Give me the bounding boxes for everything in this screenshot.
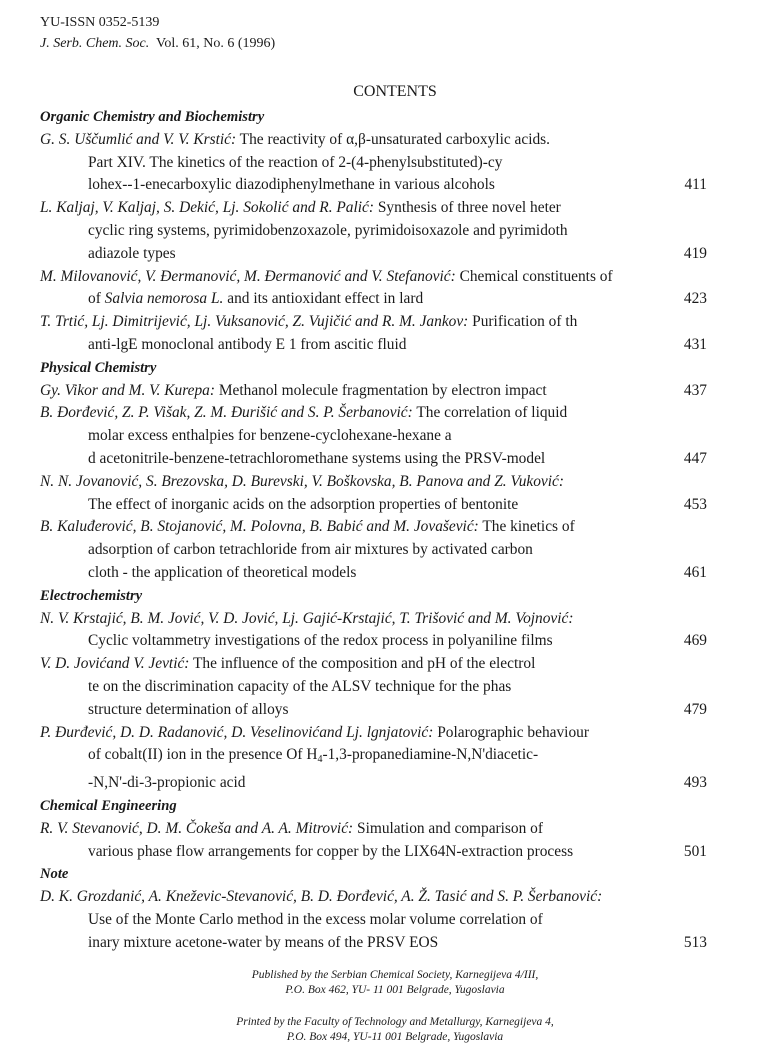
entry-authors: L. Kaljaj, V. Kaljaj, S. Dekić, Lj. Sokolić and R. Palić: (40, 199, 375, 217)
page-title: CONTENTS (353, 83, 437, 100)
entry-authors: G. S. Uščumlić and V. V. Krstić: (40, 130, 237, 148)
page-number: 461 (683, 563, 707, 581)
page-number: 423 (683, 290, 707, 308)
entry-authors: R. V. Stevanović, D. M. Čokeša and A. A. Mitrović: (40, 819, 354, 837)
section-heading: Physical Chemistry (40, 359, 157, 376)
entry-authors: P. Đurđević, D. D. Radanović, D. Veselinovićand Lj. lgnjatović: (40, 723, 434, 741)
entry-title: Cyclic voltammetry investigations of the redox process in polyaniline films (88, 632, 553, 650)
toc-entry: G. S. Uščumlić and V. V. Krstić: The reactivity of α,β-unsaturated carboxylic acids. Part XIV. The kinetics of the reaction of 2-(4-phenylsubstituted)-cy lohex--1-enecarboxylic diazodiphenylmethane in various alcohols 411 (40, 129, 707, 197)
page-number: 501 (683, 842, 707, 860)
entry-title: Simulation and comparison of (357, 819, 543, 837)
entry-title: Chemical constituents of (459, 267, 613, 285)
toc-entry: T. Trtić, Lj. Dimitrijević, Lj. Vuksanović, Z. Vujičić and R. M. Jankov: Purification of th anti-lgE monoclonal antibody E 1 from ascitic fluid 431 (40, 311, 707, 357)
toc-entry (40, 471, 707, 517)
entry-authors: D. K. Grozdanić, A. Kneževic-Stevanović, B. D. Đorđević, A. Ž. Tasić and S. P. Šerbanović: (40, 888, 603, 906)
entry-authors: T. Trtić, Lj. Dimitrijević, Lj. Vuksanović, Z. Vujičić and R. M. Jankov: (40, 313, 469, 331)
entry-title: Purification of th (472, 313, 578, 331)
journal-citation (40, 33, 275, 54)
page-number: 469 (683, 632, 707, 650)
toc-entry: P. Đurđević, D. D. Radanović, D. Veselinovićand Lj. lgnjatović: Polarographic behaviour of cobalt(II) ion in the presence Of $H_4-1,3-propanediamine-N,N'diacetic-$ -N,N'-di-3-propionic acid 493 (40, 722, 707, 795)
toc-entry (40, 380, 707, 403)
species-name: Salvia nemorosa L. (104, 290, 224, 308)
page-number: 437 (683, 381, 707, 399)
entry-authors: M. Milovanović, V. Đermanović, M. Đermanović and V. Stefanović: (40, 267, 456, 285)
entry-title: The correlation of liquid (416, 404, 568, 422)
toc-entry: M. Milovanović, V. Đermanović, M. Đermanović and V. Stefanović: Chemical constituents of of Salvia nemorosa L. and its antioxidant effect in lard 423 (40, 266, 707, 312)
entry-title: Use of the Monte Carlo method in the excess molar volume correlation of (88, 910, 543, 928)
journal-volume: Vol. 61, No. 6 (1996) (156, 36, 276, 51)
section-heading: Chemical Engineering (40, 797, 177, 814)
page-number: 419 (683, 244, 707, 262)
toc-entry: V. D. Jovićand V. Jevtić: The influence of the composition and pH of the electrol te on the discrimination capacity of the ALSV technique for the phas structure determination of alloys 479 (40, 653, 707, 721)
entry-authors: V. D. Jovićand V. Jevtić: (40, 655, 190, 673)
entry-title: Methanol molecule fragmentation by electron impact (218, 381, 547, 399)
entry-authors: N. N. Jovanović, S. Brezovska, D. Burevski, V. Boškovska, B. Panova and Z. Vuković: (40, 472, 565, 490)
contents-list (40, 106, 707, 954)
printer-note: Printed by the Faculty of Technology and Metallurgy, Karnegijeva 4, P.O. Box 494, YU-11 001 Belgrade, Yugoslavia (236, 1016, 554, 1043)
toc-entry: R. V. Stevanović, D. M. Čokeša and A. A. Mitrović: Simulation and comparison of various phase flow arrangements for copper by the LIX64N-extraction process 501 (40, 818, 707, 864)
toc-entry (40, 608, 707, 654)
page-number: 447 (683, 449, 707, 467)
toc-entry: D. K. Grozdanić, A. Kneževic-Stevanović, B. D. Đorđević, A. Ž. Tasić and S. P. Šerbanović: Use of the Monte Carlo method in the excess molar volume correlation of inary mixture acetone-water by means of the PRSV EOS 513 (40, 886, 707, 954)
entry-authors: Gy. Vikor and M. V. Kurepa: (40, 381, 215, 399)
entry-authors: B. Kaluđerović, B. Stojanović, M. Polovna, B. Babić and M. Jovašević: (40, 518, 479, 536)
toc-entry: B. Kaluđerović, B. Stojanović, M. Polovna, B. Babić and M. Jovašević: The kinetics of adsorption of carbon tetrachloride from air mixtures by activated carbon cloth - the application of theoretical models 461 (40, 516, 707, 584)
issn: YU-ISSN 0352-5139 (40, 15, 160, 30)
section-heading: Note (40, 866, 69, 883)
entry-title: Synthesis of three novel heter (377, 199, 561, 217)
publisher-note: Published by the Serbian Chemical Society, Karnegijeva 4/III, P.O. Box 462, YU- 11 001 Belgrade, Yugoslavia (251, 969, 539, 996)
entry-title: The kinetics of (482, 518, 575, 536)
section-heading: Electrochemistry (40, 587, 143, 604)
entry-authors: B. Đorđević, Z. P. Višak, Z. M. Đurišić and S. P. Šerbanović: (40, 404, 413, 422)
entry-title: Polarographic behaviour (437, 723, 589, 741)
toc-entry: L. Kaljaj, V. Kaljaj, S. Dekić, Lj. Sokolić and R. Palić: Synthesis of three novel heter cyclic ring systems, pyrimidobenzoxazole, pyrimidoisoxazole and pyrimidoth adiazole types 419 (40, 197, 707, 265)
page-number: 493 (683, 774, 707, 792)
page-number: 479 (683, 700, 707, 718)
page-number: 411 (684, 176, 707, 194)
entry-authors: N. V. Krstajić, B. M. Jović, V. D. Jović, Lj. Gajić-Krstajić, T. Trišović and M. Vojnović: (40, 609, 574, 627)
subscript: 4 (317, 754, 323, 766)
section-heading: Organic Chemistry and Biochemistry (40, 109, 265, 125)
toc-entry: B. Đorđević, Z. P. Višak, Z. M. Đurišić and S. P. Šerbanović: The correlation of liquid molar excess enthalpies for benzene-cyclohexane-hexane a d acetonitrile-benzene-tetrachloromethane systems using the PRSV-model 447 (40, 402, 707, 470)
entry-title: The reactivity of α,β-unsaturated carboxylic acids. (239, 130, 551, 148)
entry-title: The influence of the composition and pH of the electrol (193, 655, 536, 673)
page-number: 513 (683, 933, 707, 951)
journal-header (40, 12, 275, 54)
entry-title: The effect of inorganic acids on the adsorption properties of bentonite (88, 495, 519, 513)
page-number: 431 (683, 335, 707, 353)
page-number: 453 (683, 495, 707, 513)
journal-name: J. Serb. Chem. Soc. (40, 36, 150, 51)
